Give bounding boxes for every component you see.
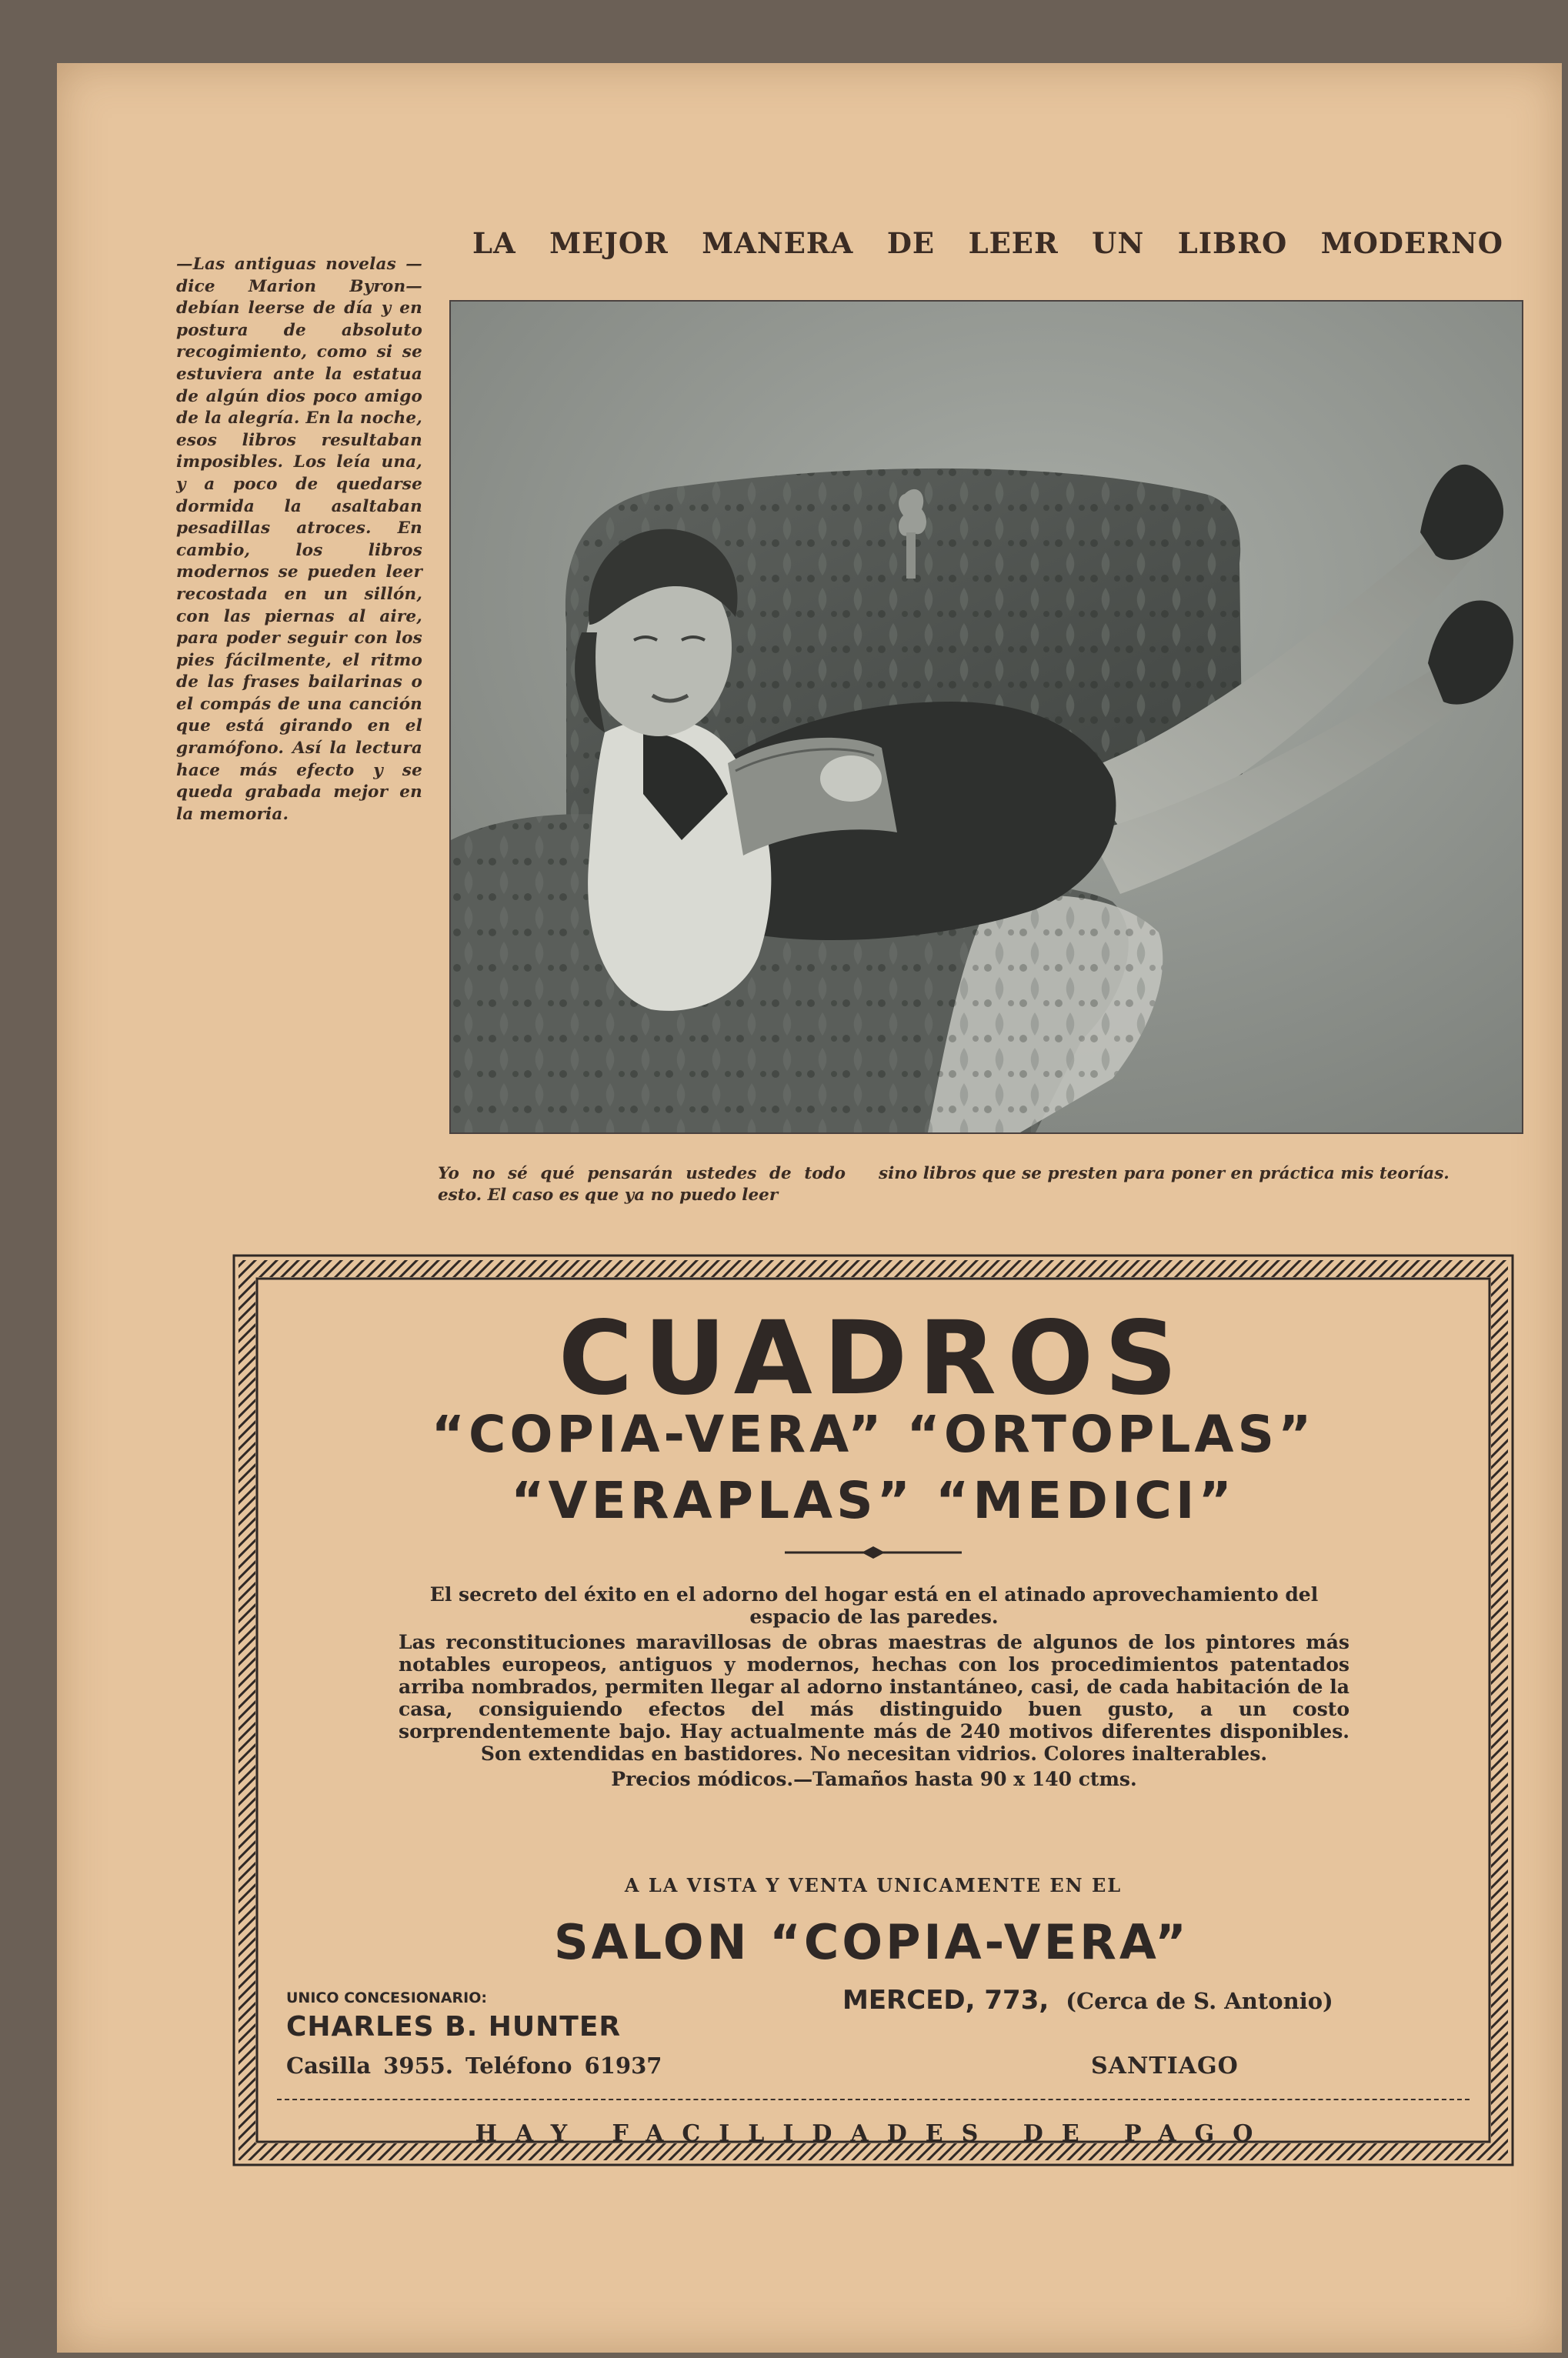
ornamental-divider — [785, 1543, 962, 1562]
advertisement — [231, 1252, 1516, 2168]
magazine-page — [57, 63, 1562, 2353]
photo-caption-right: sino libros que se presten para poner en práctica mis teorías. — [879, 1164, 1450, 1183]
ad-city: SANTIAGO — [1091, 2053, 1239, 2080]
ad-brands-line-1: “COPIA-VERA” “ORTOPLAS” — [431, 1405, 1316, 1464]
article-side-column: —Las antiguas novelas —dice Marion Byron—debían leerse de día y en postura de absoluto recogimiento, como si se estuviera ante la estatua de algún dios poco amigo de la alegría. En la noche, esos libros resultaban imposibles. Los leía una, y a poco de quedarse dormida la asaltaban pesadillas atroces. En cambio, los libros modernos se pueden leer recostada en un sillón, con las piernas al aire, para poder seguir con los pies fácilmente, el ritmo de las frases bailarinas o el compás de una canción que está girando en el gramófono. Así la lectura hace más efecto y se queda grabada mejor en la memoria. — [176, 255, 422, 824]
photo-caption-left: Yo no sé qué pensarán ustedes de todo esto. El caso es que ya no puedo leer — [438, 1164, 846, 1205]
concessionaire-label: UNICO CONCESIONARIO: — [286, 1989, 487, 2006]
ad-venue-intro: A LA VISTA Y VENTA UNICAMENTE EN EL — [624, 1874, 1123, 1896]
ad-heading: CUADROS — [558, 1299, 1189, 1418]
ad-address — [842, 1985, 1333, 2016]
ad-salon-name: SALON “COPIA-VERA” — [554, 1914, 1189, 1970]
ad-body-intro: El secreto del éxito en el adorno del hogar está en el atinado aprovechamiento del espacio de las paredes. — [429, 1583, 1319, 1628]
ad-address-street: MERCED, 773, — [842, 1985, 1049, 2016]
concessionaire-contact: Casilla 3955. Teléfono 61937 — [286, 2053, 662, 2079]
ad-address-note: (Cerca de S. Antonio) — [1066, 1988, 1333, 2014]
article-photo — [449, 300, 1523, 1134]
ad-body-prices: Precios módicos.—Tamaños hasta 90 x 140 ctms. — [611, 1768, 1137, 1790]
ad-body-text — [399, 1583, 1349, 1793]
article-title: LA MEJOR MANERA DE LEER UN LIBRO MODERNO — [472, 226, 1503, 260]
ad-dashed-rule — [277, 2099, 1470, 2100]
concessionaire-name: CHARLES B. HUNTER — [286, 2011, 622, 2043]
ad-brands-line-2: “VERAPLAS” “MEDICI” — [511, 1471, 1236, 1530]
ad-footer: HAY FACILIDADES DE PAGO — [475, 2120, 1272, 2147]
ad-body-main: Las reconstituciones maravillosas de obras maestras de algunos de los pintores más notables europeos, antiguos y modernos, hechas con los procedimientos patentados arriba nombrados, permiten llegar al adorno instantáneo, casi, de cada habitación de la casa, consiguiendo efectos del más distinguido buen gusto, a un costo sorprendentemente bajo. Hay actualmente más de 240 motivos diferentes disponibles. Son extendidas en bastidores. No necesitan vidrios. Colores inalterables. — [399, 1631, 1349, 1765]
